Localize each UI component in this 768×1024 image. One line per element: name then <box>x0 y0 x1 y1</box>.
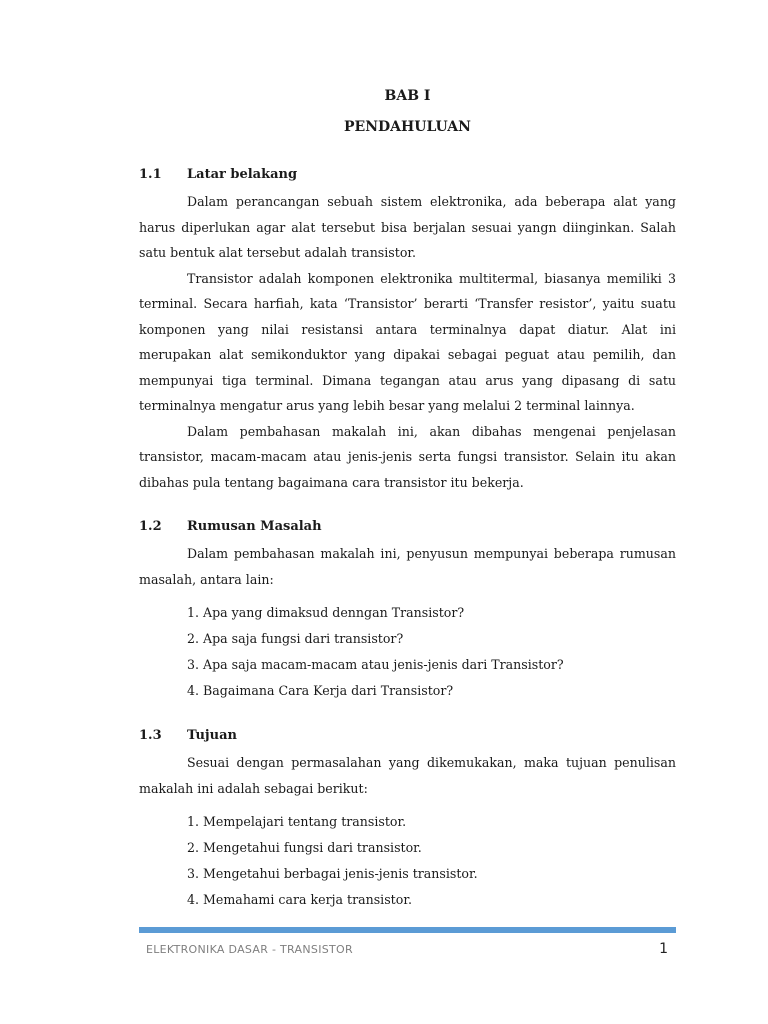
list-item: 2. Apa saja fungsi dari transistor? <box>187 631 404 646</box>
list-item: 2. Mengetahui fungsi dari transistor. <box>187 840 422 855</box>
page-content <box>139 86 676 913</box>
paragraph: Dalam perancangan sebuah sistem elektronika, ada beberapa alat yang harus diperlukan agar alat tersebut bisa berjalan sesuai yangn diinginkan. Salah satu bentuk alat tersebut adalah transistor. <box>139 194 676 260</box>
section-heading-rumusan-masalah <box>139 517 676 537</box>
section-heading-latar-belakang <box>139 165 676 185</box>
section-heading-tujuan <box>139 726 676 746</box>
footer-rule <box>139 927 676 933</box>
rumusan-list <box>187 600 676 704</box>
list-item: 3. Apa saja macam-macam atau jenis-jenis dari Transistor? <box>187 657 564 672</box>
section-title: Latar belakang <box>187 167 298 182</box>
paragraph: Dalam pembahasan makalah ini, akan dibahas mengenai penjelasan transistor, macam-macam atau jenis-jenis serta fungsi transistor. Selain itu akan dibahas pula tentang bagaimana cara transistor itu bekerja. <box>139 423 676 490</box>
list-item: 3. Mengetahui berbagai jenis-jenis transistor. <box>187 866 478 881</box>
paragraph: Dalam pembahasan makalah ini, penyusun mempunyai beberapa rumusan masalah, antara lain: <box>139 546 676 587</box>
footer-title: ELEKTRONIKA DASAR - TRANSISTOR <box>146 943 353 956</box>
list-item: 1. Apa yang dimaksud denngan Transistor? <box>187 605 465 620</box>
section-number: 1.2 <box>139 519 162 534</box>
list-item: 4. Bagaimana Cara Kerja dari Transistor? <box>187 683 454 698</box>
tujuan-list <box>187 809 676 913</box>
section-title: Rumusan Masalah <box>187 519 322 534</box>
chapter-label: BAB I <box>384 88 431 104</box>
list-item: 1. Mempelajari tentang transistor. <box>187 814 407 829</box>
section-number: 1.1 <box>139 167 162 182</box>
chapter-title: PENDAHULUAN <box>344 119 471 135</box>
paragraph: Sesuai dengan permasalahan yang dikemukakan, maka tujuan penulisan makalah ini adalah sebagai berikut: <box>139 755 676 796</box>
section-title: Tujuan <box>187 728 237 743</box>
section-number: 1.3 <box>139 728 162 743</box>
page-number: 1 <box>659 941 668 957</box>
paragraph: Transistor adalah komponen elektronika multitermal, biasanya memiliki 3 terminal. Secara harfiah, kata ‘Transistor’ berarti ‘Transfer resistor’, yaitu suatu komponen yang nilai resistansi antara terminalnya dapat diatur. Alat ini merupakan alat semikonduktor yang dipakai sebagai peguat atau pemilih, dan mempunyai tiga terminal. Dimana tegangan atau arus yang dipasang di satu terminalnya mengatur arus yang lebih besar yang melalui 2 terminal lainnya. <box>139 270 676 413</box>
list-item: 4. Memahami cara kerja transistor. <box>187 892 412 907</box>
